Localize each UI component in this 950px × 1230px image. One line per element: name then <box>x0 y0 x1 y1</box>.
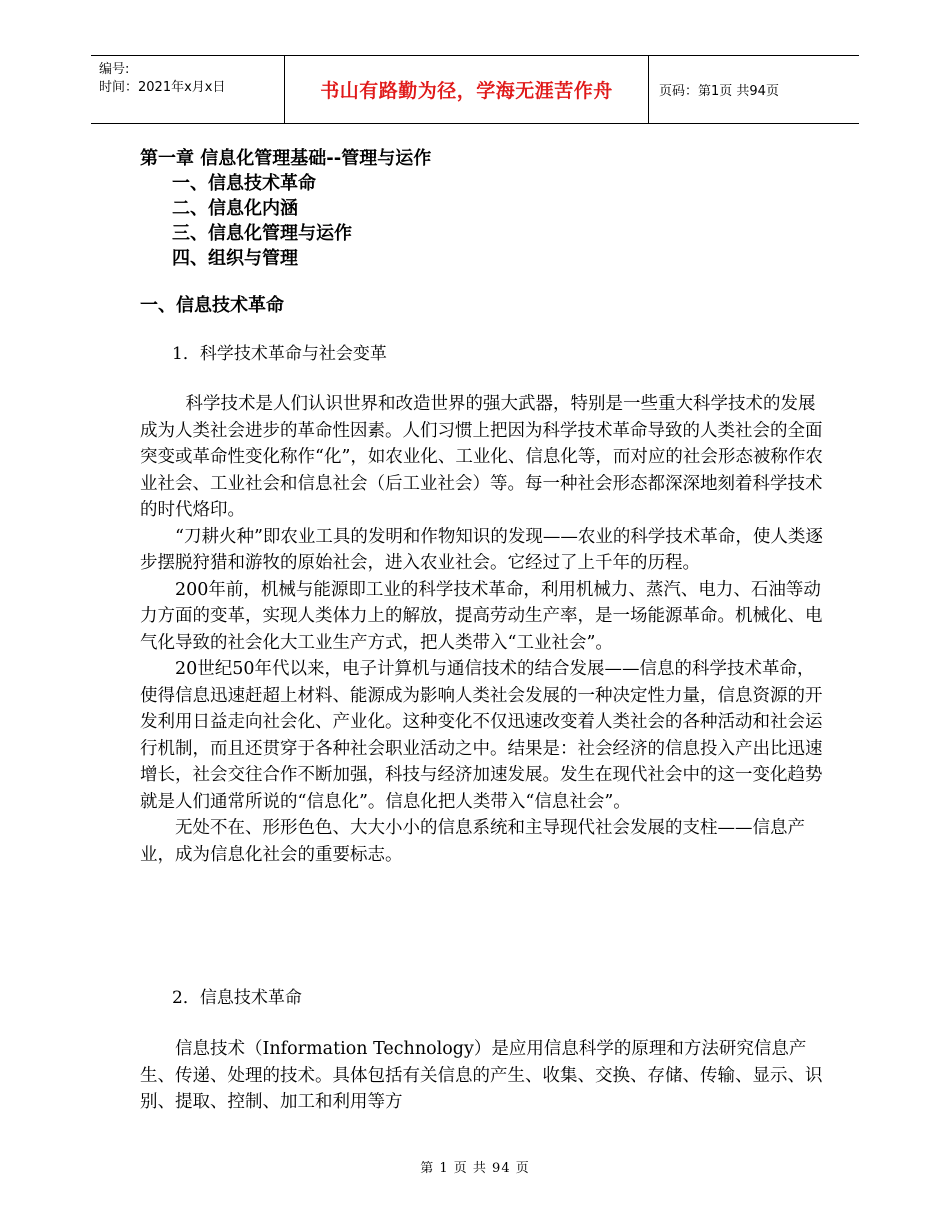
header-motto: 书山有路勤为径，学海无涯苦作舟 <box>285 56 649 123</box>
document-header <box>91 55 859 124</box>
paragraph: 20世纪50年代以来，电子计算机与通信技术的结合发展——信息的科学技术革命，使得信息迅速赶超上材料、能源成为影响人类社会发展的一种决定性力量，信息资源的开发利用日益走向社会化、产业化。这种变化不仅迅速改变着人类社会的各种活动和社会运行机制，而且还贯穿于各种社会职业活动之中。结果是：社会经济的信息投入产出比迅速增长，社会交往合作不断加强，科技与经济加速发展。发生在现代社会中的这一变化趋势就是人们通常所说的“信息化”。信息化把人类带入“信息社会”。 <box>140 659 823 812</box>
number-label: 编号: <box>99 62 130 77</box>
paragraph: 无处不在、形形色色、大大小小的信息系统和主导现代社会发展的支柱——信息产业，成为信息化社会的重要标志。 <box>140 818 805 865</box>
page-footer: 第 1 页 共 94 页 <box>420 1161 530 1176</box>
paragraph: 科学技术是人们认识世界和改造世界的强大武器，特别是一些重大科学技术的发展成为人类社会进步的革命性因素。人们习惯上把因为科学技术革命导致的人类社会的全面突变或革命性变化称作“化”，如农业化、工业化、信息化等，而对应的社会形态被称作农业社会、工业社会和信息社会（后工业社会）等。每一种社会形态都深深地刻着科学技术的时代烙印。 <box>140 394 823 520</box>
table-of-contents <box>140 146 431 271</box>
paragraph: 200年前，机械与能源即工业的科学技术革命，利用机械力、蒸汽、电力、石油等动力方面的变革，实现人类体力上的解放，提高劳动生产率，是一场能源革命。机械化、电气化导致的社会化大工业生产方式，把人类带入“工业社会”。 <box>140 579 823 653</box>
header-page-info: 页码：第1页 共94页 <box>659 84 779 99</box>
section-title: 一、信息技术革命 <box>140 295 284 316</box>
subsection-title-1: 1．科学技术革命与社会变革 <box>172 344 387 364</box>
subsection-title-2: 2．信息技术革命 <box>172 988 302 1008</box>
chapter-title: 第一章 信息化管理基础--管理与运作 <box>140 148 432 169</box>
toc-item: 四、组织与管理 <box>172 248 298 269</box>
paragraph: “刀耕火种”即农业工具的发明和作物知识的发现——农业的科学技术革命，使人类逐步摆脱狩猎和游牧的原始社会，进入农业社会。它经过了上千年的历程。 <box>140 526 823 573</box>
time-label: 时间：2021年x月x日 <box>99 80 226 95</box>
toc-item: 一、信息技术革命 <box>172 173 316 194</box>
toc-item: 三、信息化管理与运作 <box>172 223 352 244</box>
section-2-body <box>140 1036 828 1116</box>
header-meta-cell <box>91 56 285 123</box>
toc-item: 二、信息化内涵 <box>172 198 298 219</box>
paragraph: 信息技术（Information Technology）是应用信息科学的原理和方法研究信息产生、传递、处理的技术。具体包括有关信息的产生、收集、交换、存储、传输、显示、识别、提取、控制、加工和利用等方 <box>140 1039 823 1112</box>
section-1-body <box>140 391 828 868</box>
